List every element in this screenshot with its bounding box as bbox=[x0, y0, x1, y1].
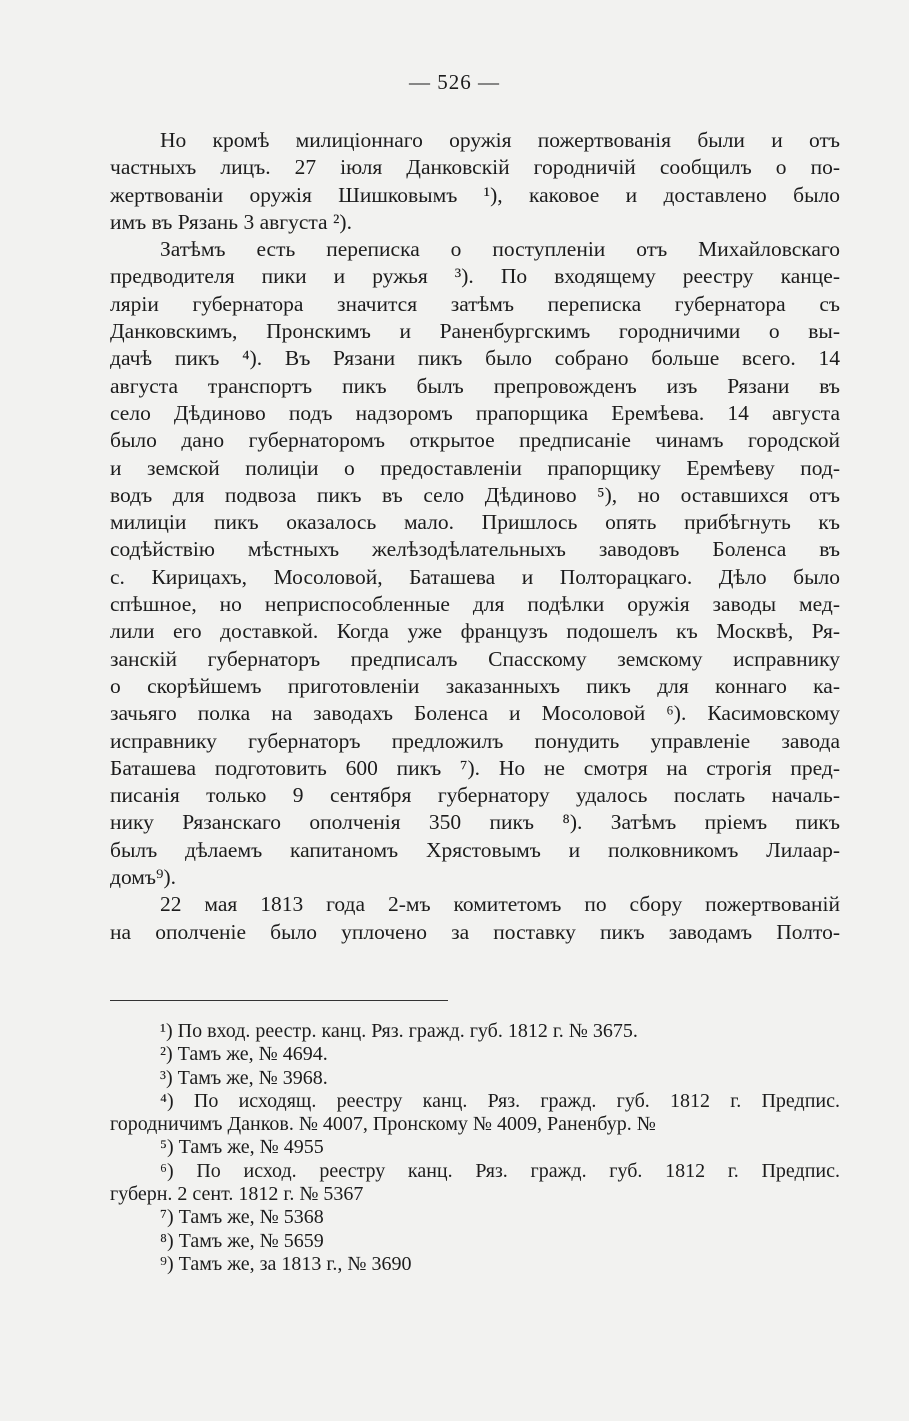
text-line: зачьяго полка на заводахъ Боленса и Мосоловой ⁶). Касимовскому bbox=[110, 701, 840, 726]
text-line: лили его доставкой. Когда уже французъ подошелъ къ Москвѣ, Ря- bbox=[110, 619, 840, 644]
text-line: с. Кирицахъ, Мосоловой, Баташева и Полторацкаго. Дѣло было bbox=[110, 564, 840, 589]
text-line: частныхъ лицъ. 27 іюля Данковскій городничій сообщилъ о по- bbox=[110, 155, 840, 180]
text-line: августа транспортъ пикъ былъ препровожденъ изъ Рязани въ bbox=[110, 373, 840, 398]
footnote-line: ¹) По вход. реестр. канц. Ряз. гражд. губ. 1812 г. № 3675. bbox=[160, 1020, 638, 1042]
text-line: водъ для подвоза пикъ въ село Дѣдиново ⁵), но оставшихся отъ bbox=[110, 482, 840, 507]
paragraph-1 bbox=[110, 127, 840, 236]
footnote-line: ⁷) Тамъ же, № 5368 bbox=[160, 1206, 324, 1229]
footnote-line: ⁸) Тамъ же, № 5659 bbox=[160, 1229, 324, 1252]
text-line: жертвованіи оружія Шишковымъ ¹), каковое и доставлено было bbox=[110, 182, 840, 207]
text-line: домъ⁹). bbox=[110, 865, 177, 890]
page-number: — 526 — bbox=[409, 70, 500, 94]
footnotes bbox=[110, 1020, 840, 1276]
text-line: имъ въ Рязань 3 августа ²). bbox=[110, 209, 352, 234]
text-line: занскій губернаторъ предписалъ Спасскому земскому исправнику bbox=[110, 646, 840, 671]
footnote-line: ³) Тамъ же, № 3968. bbox=[160, 1066, 328, 1089]
text-line: Баташева подготовить 600 пикъ ⁷). Но не смотря на строгія пред- bbox=[110, 755, 840, 780]
text-line: село Дѣдиново подъ надзоромъ прапорщика Еремѣева. 14 августа bbox=[110, 400, 840, 425]
text-line: содѣйствію мѣстныхъ желѣзодѣлательныхъ заводовъ Боленса въ bbox=[110, 537, 840, 562]
text-line: было дано губернаторомъ открытое предписаніе чинамъ городской bbox=[110, 428, 840, 453]
footnote-line: ⁴) По исходящ. реестру канц. Ряз. гражд. губ. 1812 г. Предпис. bbox=[160, 1089, 840, 1112]
text-line: Но кромѣ милиціоннаго оружія пожертвованія были и отъ bbox=[160, 128, 840, 152]
text-line: исправнику губернаторъ предложилъ понудить управленіе завода bbox=[110, 728, 840, 753]
footnote-separator bbox=[110, 1000, 448, 1001]
text-line: на ополченіе было уплочено за поставку пикъ заводамъ Полто- bbox=[110, 919, 840, 944]
footnote-line: ⁹) Тамъ же, за 1813 г., № 3690 bbox=[160, 1252, 412, 1275]
text-line: предводителя пики и ружья ³). По входящему реестру канце- bbox=[110, 264, 840, 289]
text-line: Затѣмъ есть переписка о поступленіи отъ Михайловскаго bbox=[160, 237, 840, 262]
text-line: 22 мая 1813 года 2-мъ комитетомъ по сбору пожертвованій bbox=[160, 892, 840, 917]
main-text bbox=[110, 127, 840, 946]
footnote-line: городничимъ Данков. № 4007, Пронскому № 4009, Раненбур. № bbox=[110, 1113, 656, 1136]
text-line: спѣшное, но неприспособленные для подѣлки оружія заводы мед- bbox=[110, 592, 840, 617]
footnote-line: ⁵) Тамъ же, № 4955 bbox=[160, 1136, 324, 1159]
text-line: нику Рязанскаго ополченія 350 пикъ ⁸). Затѣмъ пріемъ пикъ bbox=[110, 810, 840, 835]
text-line: дачѣ пикъ ⁴). Въ Рязани пикъ было собрано больше всего. 14 bbox=[110, 346, 840, 371]
text-line: Данковскимъ, Пронскимъ и Раненбургскимъ городничими о вы- bbox=[110, 319, 840, 344]
text-line: милиціи пикъ оказалось мало. Пришлось опять прибѣгнуть къ bbox=[110, 510, 840, 535]
paragraph-2 bbox=[110, 236, 840, 891]
text-line: писанія только 9 сентября губернатору удалось послать началь- bbox=[110, 783, 840, 808]
footnote-line: ²) Тамъ же, № 4694. bbox=[160, 1043, 328, 1066]
text-line: былъ дѣлаемъ капитаномъ Хрястовымъ и полковникомъ Лилаар- bbox=[110, 837, 840, 862]
text-line: ляріи губернатора значится затѣмъ переписка губернатора съ bbox=[110, 291, 840, 316]
paragraph-3 bbox=[110, 891, 840, 946]
text-line: и земской полиціи о предоставленіи прапорщику Еремѣеву под- bbox=[110, 455, 840, 480]
footnote-line: губерн. 2 сент. 1812 г. № 5367 bbox=[110, 1183, 364, 1206]
footnote-line: ⁶) По исход. реестру канц. Ряз. гражд. губ. 1812 г. Предпис. bbox=[160, 1159, 840, 1182]
text-line: о скорѣйшемъ приготовленіи заказанныхъ пикъ для коннаго ка- bbox=[110, 673, 840, 698]
